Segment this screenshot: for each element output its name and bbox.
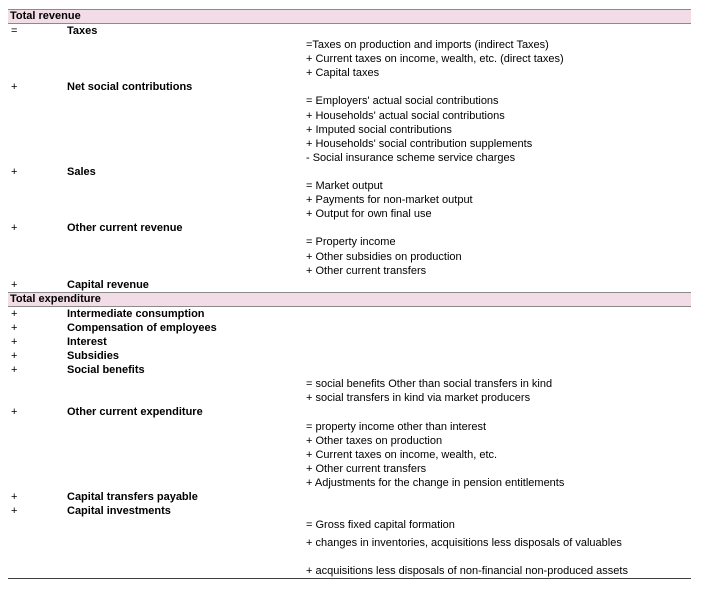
line-item-label: Sales (67, 165, 96, 178)
line-item-row (8, 335, 691, 349)
detail-row (8, 38, 691, 52)
line-item-label: Other current revenue (67, 222, 183, 235)
component-detail: + Adjustments for the change in pension entitlements (306, 476, 565, 489)
component-detail: + Other subsidies on production (306, 250, 462, 263)
expenditure-section (8, 292, 691, 579)
line-item-row (8, 363, 691, 377)
component-detail: + Other current transfers (306, 462, 427, 475)
detail-row (8, 434, 691, 448)
operator-sign: + (11, 491, 18, 503)
line-item-label: Taxes (67, 25, 98, 37)
detail-row (8, 391, 691, 405)
component-detail: + Households' social contribution supplements (306, 137, 533, 150)
line-item-label: Capital transfers payable (67, 491, 198, 503)
expenditure-items (8, 307, 691, 579)
detail-row (8, 207, 691, 221)
detail-row (8, 518, 691, 532)
detail-row (8, 123, 691, 137)
revenue-items (8, 24, 691, 292)
operator-sign: + (11, 165, 18, 178)
line-item-row (8, 278, 691, 292)
detail-row (8, 179, 691, 193)
line-item-row (8, 221, 691, 235)
component-detail: + Current taxes on income, wealth, etc. (306, 448, 498, 461)
component-detail: + Households' actual social contributions (306, 109, 505, 122)
component-detail: = Property income (306, 236, 396, 249)
component-detail: = social benefits Other than social transfers in kind (306, 378, 553, 391)
operator-sign: + (11, 335, 18, 348)
line-item-row (8, 490, 691, 504)
line-item-row (8, 405, 691, 419)
operator-sign: + (11, 350, 18, 363)
line-item-row (8, 80, 691, 94)
bottom-divider (8, 578, 691, 579)
detail-row (8, 66, 691, 80)
line-item-label: Capital revenue (67, 278, 149, 291)
component-detail: =Taxes on production and imports (indirect Taxes) (306, 39, 549, 52)
component-detail: + social transfers in kind via market producers (306, 392, 531, 405)
line-item-label: Intermediate consumption (67, 307, 205, 320)
line-item-row (8, 24, 691, 38)
detail-row (8, 151, 691, 165)
government-accounts-table (8, 9, 691, 579)
operator-sign: + (11, 81, 18, 94)
operator-sign: + (11, 307, 18, 320)
component-detail: = property income other than interest (306, 420, 487, 433)
detail-row (8, 137, 691, 151)
line-item-label: Subsidies (67, 350, 119, 363)
operator-sign: + (11, 505, 18, 518)
component-detail: + Capital taxes (306, 67, 380, 80)
detail-row (8, 193, 691, 207)
operator-sign: + (11, 222, 18, 235)
line-item-row (8, 504, 691, 518)
line-item-row (8, 321, 691, 335)
revenue-section (8, 9, 691, 292)
detail-row (8, 52, 691, 66)
operator-sign: + (11, 321, 18, 334)
detail-row (8, 264, 691, 278)
component-detail: + acquisitions less disposals of non-financial non-produced assets (306, 565, 628, 578)
spacer (8, 550, 691, 564)
component-detail: + Output for own final use (306, 208, 432, 221)
line-item-label: Other current expenditure (67, 406, 203, 419)
component-detail: + Payments for non-market output (306, 194, 473, 207)
operator-sign: + (11, 406, 18, 419)
detail-row (8, 94, 691, 108)
line-item-row (8, 307, 691, 321)
component-detail: = Employers' actual social contributions (306, 95, 499, 108)
component-detail: + Imputed social contributions (306, 123, 452, 136)
component-detail: = Market output (306, 180, 383, 193)
line-item-row (8, 165, 691, 179)
operator-sign: + (11, 364, 18, 377)
detail-row (8, 109, 691, 123)
component-detail: + Current taxes on income, wealth, etc. (direct taxes) (306, 53, 564, 66)
detail-row (8, 420, 691, 434)
line-item-row (8, 349, 691, 363)
detail-row (8, 448, 691, 462)
line-item-label: Social benefits (67, 364, 145, 377)
detail-row (8, 250, 691, 264)
line-item-label: Capital investments (67, 505, 171, 518)
detail-row (8, 476, 691, 490)
detail-row (8, 377, 691, 391)
component-detail: + Other current transfers (306, 264, 427, 277)
detail-row (8, 235, 691, 249)
line-item-label: Net social contributions (67, 81, 193, 94)
detail-row (8, 536, 691, 550)
component-detail: + Other taxes on production (306, 434, 443, 447)
section-header-total-expenditure: Total expenditure (8, 292, 691, 307)
component-detail: = Gross fixed capital formation (306, 519, 455, 532)
detail-row (8, 462, 691, 476)
operator-sign: + (11, 278, 18, 291)
component-detail: - Social insurance scheme service charges (306, 151, 516, 164)
line-item-label: Compensation of employees (67, 321, 217, 334)
detail-row (8, 564, 691, 578)
component-detail: + changes in inventories, acquisitions less disposals of valuables (306, 537, 622, 550)
line-item-label: Interest (67, 335, 107, 348)
section-header-total-revenue: Total revenue (8, 9, 691, 24)
operator-sign: = (11, 25, 18, 37)
